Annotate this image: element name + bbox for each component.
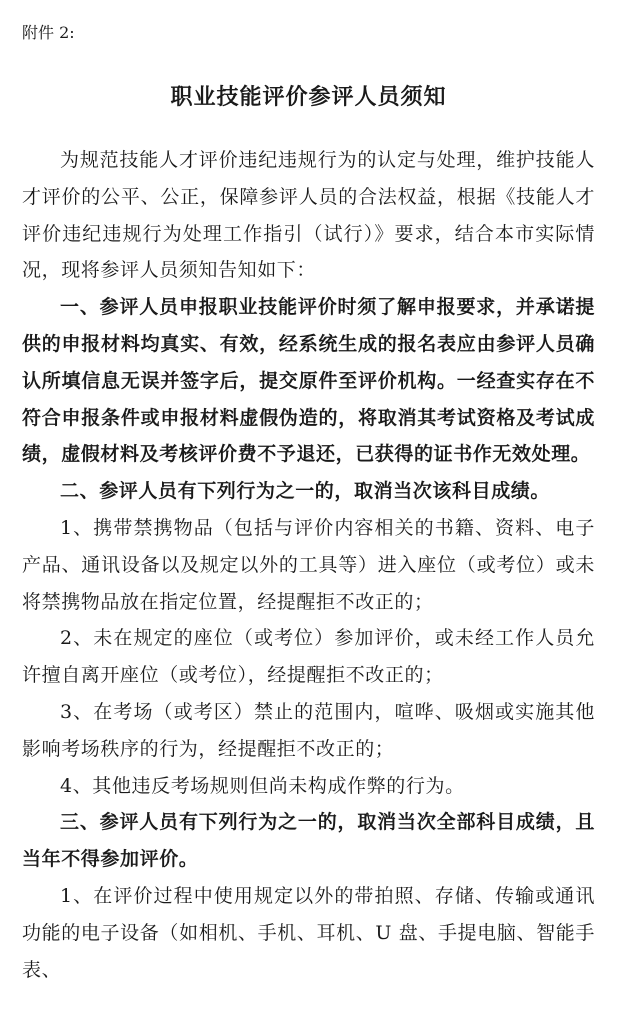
paragraph-section-2-heading: 二、参评人员有下列行为之一的，取消当次该科目成绩。	[60, 480, 551, 503]
paragraph-section-3-item-1: 1、在评价过程中使用规定以外的带拍照、存储、传输或通讯功能的电子设备（如相机、手机、耳机、U 盘、手提电脑、智能手表、	[22, 884, 595, 981]
paragraph-section-2-item-3: 3、在考场（或考区）禁止的范围内，喧哗、吸烟或实施其他影响考场秩序的行为，经提醒拒不改正的；	[22, 700, 595, 760]
document-title: 职业技能评价参评人员须知	[170, 84, 447, 110]
paragraph-section-2-item-2: 2、未在规定的座位（或考位）参加评价，或未经工作人员允许擅自离开座位（或考位），经提醒拒不改正的；	[22, 627, 595, 687]
paragraph-intro: 为规范技能人才评价违纪违规行为的认定与处理，维护技能人才评价的公平、公正，保障参评人员的合法权益，根据《技能人才评价违纪违规行为处理工作指引（试行）》要求，结合本市实际情况，现将参评人员须知告知如下：	[22, 149, 595, 282]
paragraph-section-1: 一、参评人员申报职业技能评价时须了解申报要求，并承诺提供的申报材料均真实、有效，经系统生成的报名表应由参评人员确认所填信息无误并签字后，提交原件至评价机构。一经查实存在不符合申报条件或申报材料虚假伪造的，将取消其考试资格及考试成绩，虚假材料及考核评价费不予退还，已获得的证书作无效处理。	[22, 296, 595, 466]
paragraph-section-3-heading: 三、参评人员有下列行为之一的，取消当次全部科目成绩，且当年不得参加评价。	[22, 811, 595, 871]
paragraph-section-2-item-1: 1、携带禁携物品（包括与评价内容相关的书籍、资料、电子产品、通讯设备以及规定以外的工具等）进入座位（或考位）或未将禁携物品放在指定位置，经提醒拒不改正的；	[22, 516, 595, 613]
paragraph-section-2-item-4: 4、其他违反考场规则但尚未构成作弊的行为。	[60, 774, 465, 797]
document-body	[22, 142, 595, 988]
attachment-label: 附件 2:	[22, 23, 75, 42]
